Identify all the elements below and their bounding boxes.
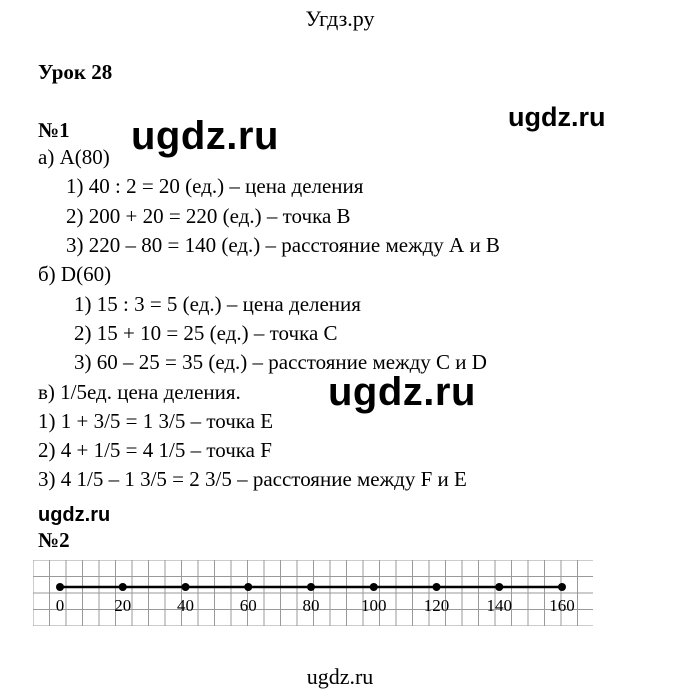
number-line-point <box>558 583 566 591</box>
number-line-label: 80 <box>302 596 320 615</box>
task1-part-a-line-3: 3) 220 – 80 = 140 (ед.) – расстояние между А и В <box>66 233 500 257</box>
watermark-top-right: ugdz.ru <box>508 102 606 132</box>
task1-part-c-title: в) 1/5ед. цена деления. <box>38 380 241 404</box>
watermark-middle: ugdz.ru <box>328 370 476 414</box>
number-line-label: 100 <box>361 596 387 615</box>
number-line-label: 160 <box>549 596 575 615</box>
task1-part-a-line-1: 1) 40 : 2 = 20 (ед.) – цена деления <box>66 174 364 198</box>
number-line-label: 20 <box>114 596 132 615</box>
number-line-point <box>433 583 441 591</box>
number-line-point <box>495 583 503 591</box>
task1-part-b-line-1: 1) 15 : 3 = 5 (ед.) – цена деления <box>74 292 361 316</box>
number-line-diagram <box>33 560 593 626</box>
task1-part-b-line-3: 3) 60 – 25 = 35 (ед.) – расстояние между С и D <box>74 350 487 374</box>
task1-part-c-line-1: 1) 1 + 3/5 = 1 3/5 – точка Е <box>38 409 274 433</box>
number-line-label: 40 <box>177 596 194 615</box>
site-footer: ugdz.ru <box>306 664 374 689</box>
number-line-label: 140 <box>486 596 512 615</box>
task1-part-b-title: б) D(60) <box>38 262 112 286</box>
number-line-point <box>370 583 378 591</box>
task1-part-a-line-2: 2) 200 + 20 = 220 (ед.) – точка В <box>66 204 351 228</box>
number-line-point <box>56 583 64 591</box>
lesson-title: Урок 28 <box>38 60 113 84</box>
task1-part-c-line-2: 2) 4 + 1/5 = 4 1/5 – точка F <box>38 438 272 462</box>
number-line-point <box>182 583 190 591</box>
number-line-point <box>119 583 127 591</box>
task2-number: №2 <box>38 528 70 552</box>
watermark-task1: ugdz.ru <box>131 114 279 158</box>
number-line-point <box>307 583 315 591</box>
task1-part-b-line-2: 2) 15 + 10 = 25 (ед.) – точка С <box>74 321 338 345</box>
number-line-point <box>244 583 252 591</box>
number-line-label: 120 <box>423 596 450 615</box>
task1-part-c-line-3: 3) 4 1/5 – 1 3/5 = 2 3/5 – расстояние между F и Е <box>38 467 467 491</box>
watermark-task2: ugdz.ru <box>38 504 111 526</box>
site-header: Угдз.ру <box>305 6 375 31</box>
task1-number: №1 <box>38 118 70 142</box>
number-line-label: 0 <box>55 596 65 615</box>
task1-part-a-title: а) А(80) <box>38 145 110 169</box>
number-line-label: 60 <box>239 596 257 615</box>
